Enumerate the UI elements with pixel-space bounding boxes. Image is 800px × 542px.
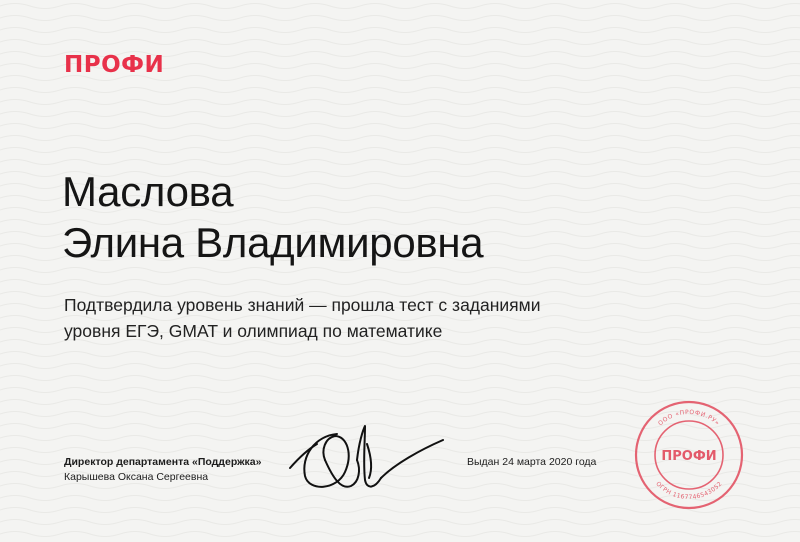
statement-line-1: Подтвердила уровень знаний — прошла тест с заданиями — [64, 295, 541, 315]
svg-text:ООО «ПРОФИ.РУ»: ООО «ПРОФИ.РУ» — [656, 408, 722, 428]
recipient-name — [62, 166, 483, 268]
recipient-first-name: Элина Владимировна — [62, 219, 484, 266]
statement-line-2: уровня ЕГЭ, GMAT и олимпиад по математике — [64, 321, 443, 341]
issue-date: Выдан 24 марта 2020 года — [467, 456, 597, 468]
signer-name: Карышева Оксана Сергеевна — [64, 471, 209, 483]
svg-text:ОГРН 1167746543052: ОГРН 1167746543052 — [654, 480, 724, 502]
profi-logo: ПРОФИ — [64, 52, 165, 78]
signer-role: Директор департамента «Поддержка» — [64, 456, 262, 468]
signer-block — [64, 455, 261, 485]
handwritten-signature — [285, 420, 450, 495]
recipient-last-name: Маслова — [62, 168, 234, 215]
svg-text:ПРОФИ: ПРОФИ — [661, 449, 717, 464]
company-seal-stamp — [632, 398, 746, 512]
achievement-statement — [64, 292, 664, 344]
